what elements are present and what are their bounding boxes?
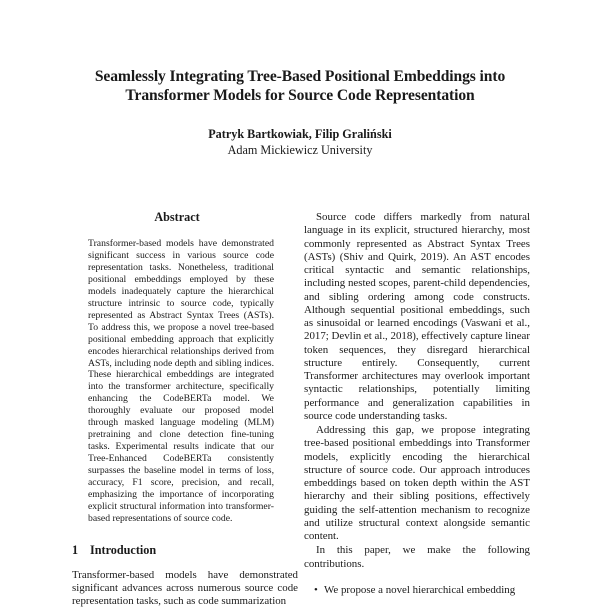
introduction-left-paragraph: Transformer-based models have demonstrated significant advances across numerous source code representation tasks, such as code summarization — [72, 569, 298, 608]
contribution-text: We propose a novel hierarchical embedding — [324, 583, 516, 596]
contributions-list — [304, 584, 530, 597]
abstract-text: Transformer-based models have demonstrated significant success in various source code representation tasks. Nonetheless, traditional positional embeddings employed by these models inadequately capture the hierarchical structure intrinsic to source code, typically represented as Abstract Syntax Trees (ASTs). To address this, we propose a novel tree-based positional embedding approach that explicitly encodes hierarchical relationships derived from ASTs, including node depth and sibling indices. These hierarchical embeddings are integrated into the transformer architecture, specifically enhancing the CodeBERTa model. We thoroughly evaluate our proposed model through masked language modeling (MLM) pretraining and clone detection fine-tuning tasks. Experimental results indicate that our Tree-Enhanced CodeBERTa consistently surpasses the baseline model in terms of loss, accuracy, F1 score, precision, and recall, emphasizing the importance of incorporating explicit structural information into transformer-based representations of source code. — [88, 238, 274, 524]
bullet-icon: • — [314, 583, 318, 596]
paper-affiliation: Adam Mickiewicz University — [227, 143, 373, 157]
body-paragraph: Source code differs markedly from natural language in its explicit, structured hierarchy, most commonly represented as Abstract Syntax Trees (ASTs) (Shiv and Quirk, 2019). An AST encodes critical syntactic and semantic relationships, including nested scopes, parent-child dependencies, and sibling ordering among code constructs. Although sequential positional embeddings, such as sinusoidal or learned encodings (Vaswani et al., 2017; Devlin et al., 2018), effectively capture linear token sequences, they disregard hierarchical structure entirely. Consequently, current Transformer architectures may overlook important syntactic relationships, potentially limiting performance and generalization capabilities in source code understanding tasks. — [304, 211, 530, 422]
section-heading-introduction — [72, 543, 156, 558]
paper-title — [60, 67, 540, 105]
right-column — [304, 211, 530, 597]
contribution-item — [314, 584, 530, 597]
paper-title-line-1: Seamlessly Integrating Tree-Based Positional Embeddings into — [94, 68, 506, 85]
paper-title-line-2: Transformer Models for Source Code Representation — [125, 87, 475, 104]
body-paragraph: Addressing this gap, we propose integrating tree-based positional embeddings into Transformer models, explicitly encoding the hierarchical structure of source code. Our approach introduces embeddings based on token depth within the AST hierarchy and their sibling positions, effectively guiding the self-attention mechanism to recognize and utilize structural context alongside semantic content. — [304, 424, 530, 542]
abstract-heading: Abstract — [154, 210, 200, 224]
body-paragraph: In this paper, we make the following contributions. — [304, 544, 530, 570]
paper-authors: Patryk Bartkowiak, Filip Graliński — [208, 127, 392, 141]
section-number: 1 — [72, 543, 79, 557]
section-title: Introduction — [90, 543, 157, 557]
